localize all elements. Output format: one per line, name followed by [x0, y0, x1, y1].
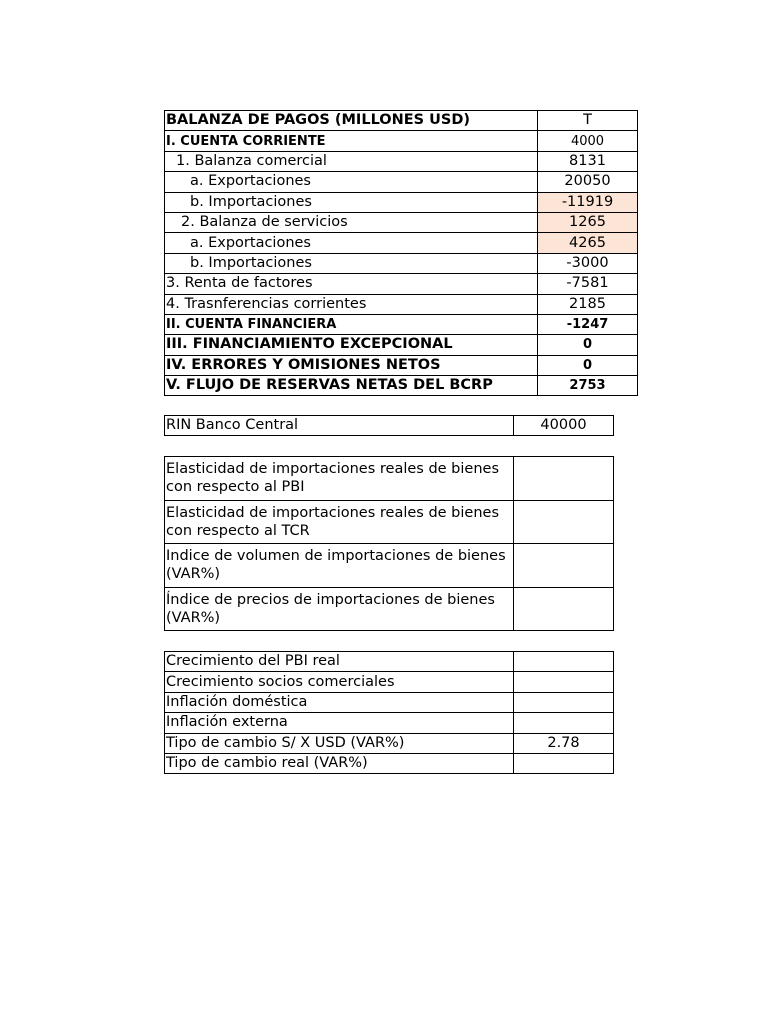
table-row	[165, 172, 638, 192]
row-label[interactable]: 3. Renta de factores	[165, 274, 538, 294]
table-header-row	[165, 111, 638, 131]
row-value[interactable]: 0	[538, 355, 638, 375]
row-label[interactable]: IV. ERRORES Y OMISIONES NETOS	[165, 355, 538, 375]
table-row	[165, 416, 614, 436]
table-row	[165, 335, 638, 355]
table-row	[165, 376, 638, 396]
row-label[interactable]: RIN Banco Central	[165, 416, 514, 436]
row-label[interactable]: I. CUENTA CORRIENTE	[165, 131, 538, 151]
row-value[interactable]: 1265	[538, 212, 638, 232]
row-label[interactable]: Elasticidad de importaciones reales de bienes con respecto al PBI	[165, 457, 514, 501]
row-value[interactable]	[514, 713, 614, 733]
table-row	[165, 212, 638, 232]
table-row	[165, 314, 638, 334]
rin-table	[164, 415, 614, 436]
table-row	[165, 274, 638, 294]
header-period[interactable]: T	[538, 111, 638, 131]
row-value[interactable]	[514, 672, 614, 692]
row-value[interactable]: 4000	[538, 131, 638, 151]
table-row	[165, 355, 638, 375]
table-row	[165, 294, 638, 314]
row-value[interactable]: 40000	[514, 416, 614, 436]
header-label[interactable]: BALANZA DE PAGOS (MILLONES USD)	[165, 111, 538, 131]
row-value[interactable]: 2185	[538, 294, 638, 314]
row-value[interactable]: 20050	[538, 172, 638, 192]
row-value[interactable]	[514, 544, 614, 588]
table-row	[165, 192, 638, 212]
row-label[interactable]: Tipo de cambio real (VAR%)	[165, 753, 514, 773]
row-value[interactable]	[514, 652, 614, 672]
row-label[interactable]: II. CUENTA FINANCIERA	[165, 314, 538, 334]
table-row	[165, 131, 638, 151]
row-value[interactable]	[514, 753, 614, 773]
row-label[interactable]: III. FINANCIAMIENTO EXCEPCIONAL	[165, 335, 538, 355]
row-label[interactable]: Tipo de cambio S/ X USD (VAR%)	[165, 733, 514, 753]
row-value[interactable]: 2.78	[514, 733, 614, 753]
row-label[interactable]: Inflación externa	[165, 713, 514, 733]
row-value[interactable]	[514, 692, 614, 712]
table-row	[165, 500, 614, 544]
table-row	[165, 672, 614, 692]
row-value[interactable]: -11919	[538, 192, 638, 212]
row-value[interactable]: -3000	[538, 253, 638, 273]
row-label[interactable]: Crecimiento socios comerciales	[165, 672, 514, 692]
row-value[interactable]: 2753	[538, 376, 638, 396]
row-label[interactable]: 2. Balanza de servicios	[165, 212, 538, 232]
table-row	[165, 544, 614, 588]
elasticidades-table	[164, 456, 614, 631]
row-label[interactable]: 1. Balanza comercial	[165, 151, 538, 171]
table-row	[165, 457, 614, 501]
balanza-de-pagos-table	[164, 110, 638, 396]
row-label[interactable]: Inflación doméstica	[165, 692, 514, 712]
row-label[interactable]: a. Exportaciones	[165, 233, 538, 253]
row-label[interactable]: a. Exportaciones	[165, 172, 538, 192]
table-row	[165, 253, 638, 273]
row-value[interactable]	[514, 500, 614, 544]
row-value[interactable]: -1247	[538, 314, 638, 334]
table-row	[165, 692, 614, 712]
table-row	[165, 652, 614, 672]
row-label[interactable]: 4. Trasnferencias corrientes	[165, 294, 538, 314]
table-row	[165, 753, 614, 773]
row-label[interactable]: Índice de precios de importaciones de bienes (VAR%)	[165, 587, 514, 631]
table-row	[165, 587, 614, 631]
table-row	[165, 713, 614, 733]
table-row	[165, 233, 638, 253]
row-value[interactable]	[514, 457, 614, 501]
row-label[interactable]: b. Importaciones	[165, 192, 538, 212]
row-value[interactable]: 4265	[538, 233, 638, 253]
row-label[interactable]: Crecimiento del PBI real	[165, 652, 514, 672]
table-row	[165, 733, 614, 753]
row-value[interactable]: 8131	[538, 151, 638, 171]
table-row	[165, 151, 638, 171]
row-label[interactable]: b. Importaciones	[165, 253, 538, 273]
row-label[interactable]: Indice de volumen de importaciones de bienes (VAR%)	[165, 544, 514, 588]
row-label[interactable]: Elasticidad de importaciones reales de bienes con respecto al TCR	[165, 500, 514, 544]
row-label[interactable]: V. FLUJO DE RESERVAS NETAS DEL BCRP	[165, 376, 538, 396]
row-value[interactable]: -7581	[538, 274, 638, 294]
row-value[interactable]: 0	[538, 335, 638, 355]
row-value[interactable]	[514, 587, 614, 631]
supuestos-table	[164, 651, 614, 774]
